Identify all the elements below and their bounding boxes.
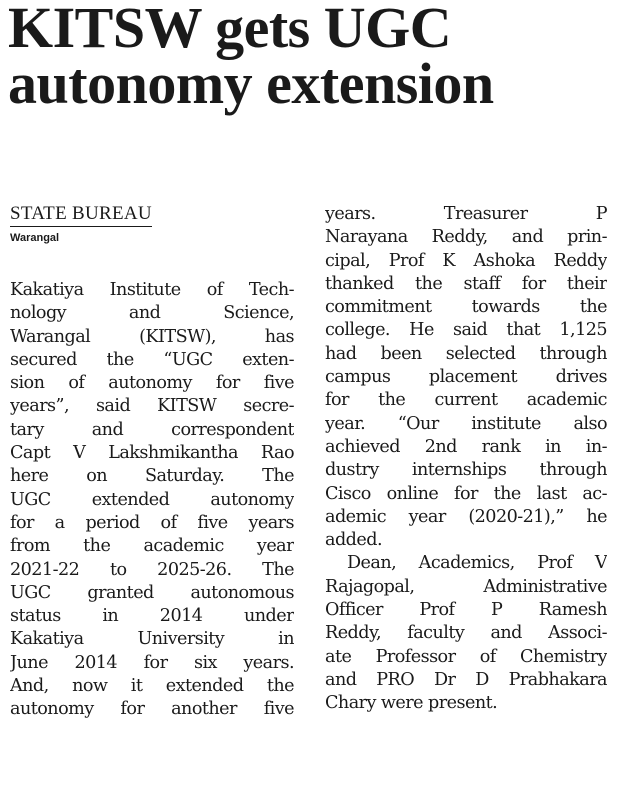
text-line: 2021-22 to 2025-26. The [10,559,294,580]
text-line: Dean, Academics, Prof V [347,553,607,574]
text-line: thanked the staff for their [325,273,607,294]
text-line: tary and correspondent [10,419,294,440]
text-line: cipal, Prof K Ashoka Reddy [325,250,607,271]
text-line: years. Treasurer P [325,204,607,224]
bureau-credit: STATE BUREAU [10,203,152,227]
text-line: Narayana Reddy, and prin- [325,227,607,248]
dateline: Warangal [10,232,60,244]
text-line: here on Saturday. The [10,466,294,487]
text-line: UGC extended autonomy [10,489,294,510]
text-line: ademic year (2020-21),” he [325,506,607,527]
text-line: and PRO Dr D Prabhakara [325,669,607,690]
headline [8,0,612,116]
text-line: nology and Science, [10,303,294,324]
text-line: UGC granted autonomous [10,582,294,603]
text-line: had been selected through [325,343,607,364]
text-line: years”, said KITSW secre- [10,396,294,417]
headline-line: autonomy extension [8,51,494,116]
text-line: college. He said that 1,125 [325,320,607,341]
text-line: year. “Our institute also [325,413,607,434]
text-line: for a period of five years [10,512,294,533]
text-line: dustry internships through [325,460,607,481]
text-line: campus placement drives [325,367,607,388]
headline-line: KITSW gets UGC [8,0,452,60]
text-line: status in 2014 under [10,606,294,627]
text-line: secured the “UGC exten- [10,349,294,370]
text-line: And, now it extended the [10,676,294,697]
byline [10,203,152,245]
text-line: for the current academic [325,390,607,411]
text-line: achieved 2nd rank in in- [325,436,607,457]
text-line: sion of autonomy for five [10,373,294,394]
text-line: June 2014 for six years. [10,652,294,673]
text-line: Kakatiya University in [10,629,294,650]
text-line: commitment towards the [325,297,607,318]
article-column-1 [10,279,294,722]
text-line: Chary were present. [325,693,498,714]
text-line: ate Professor of Chemistry [325,646,607,667]
article-column-2 [325,203,607,716]
text-line: Kakatiya Institute of Tech- [10,280,294,300]
text-line: from the academic year [10,536,294,557]
text-line: Capt V Lakshmikantha Rao [10,443,294,464]
text-line: Rajagopal, Administrative [325,576,607,597]
text-line: added. [325,530,382,551]
text-line: Reddy, faculty and Associ- [325,623,607,644]
text-line: Cisco online for the last ac- [325,483,607,504]
text-line: autonomy for another five [10,699,294,720]
text-line: Warangal (KITSW), has [10,326,294,347]
text-line: Officer Prof P Ramesh [325,600,607,621]
